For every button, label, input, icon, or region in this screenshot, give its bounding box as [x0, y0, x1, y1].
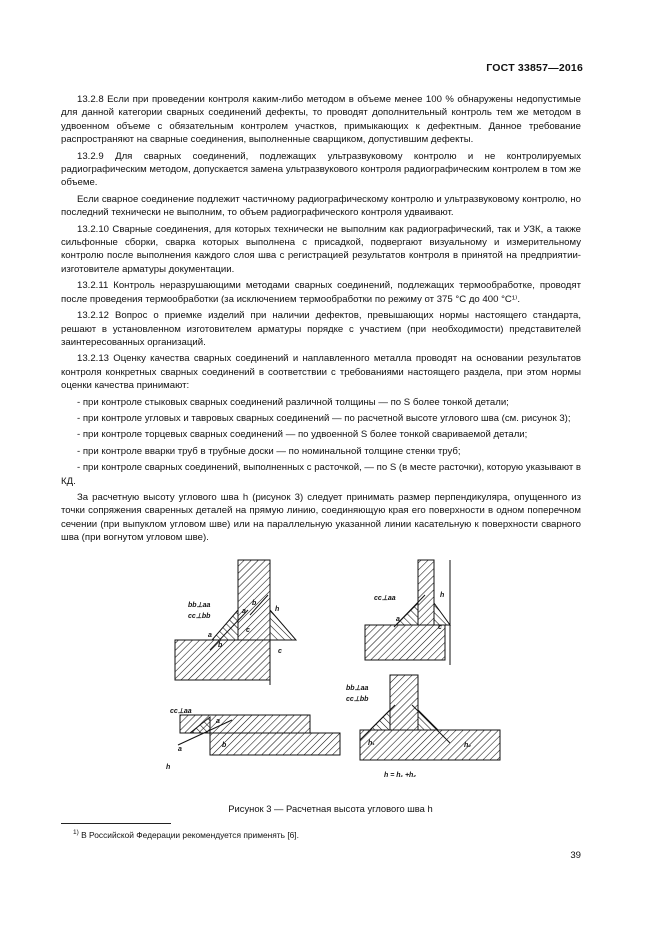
lap-joint [178, 715, 340, 755]
footnote-text: В Российской Федерации рекомендуется применять [6]. [81, 829, 299, 840]
label-cc-aa: cc⊥aa [170, 708, 192, 715]
label-b: b [222, 742, 227, 749]
document-id: ГОСТ 33857—2016 [486, 62, 583, 74]
label-formula: h = h₁ +h₂ [384, 772, 416, 779]
list-item: - при контроле сварных соединений, выполненных с расточкой, — по S (в месте расточки), которую указывают в КД. [61, 462, 581, 487]
label-a: a [208, 632, 212, 639]
label-b: b [252, 600, 257, 607]
tee-joint-convex [175, 560, 296, 685]
label-cc-bb: cc⊥bb [188, 613, 211, 620]
label-a: a [216, 718, 220, 725]
label-h: h [440, 592, 445, 599]
paragraph-13-2-11: 13.2.11 Контроль неразрушающими методами сварных соединений, подлежащих термообработке, проводят после проведения термообработки (за исключением термообработки по режиму от 375 °С до 400 °С¹⁾. [61, 280, 581, 305]
footnote-divider [61, 823, 171, 824]
label-a: a [178, 746, 182, 753]
label-bb-aa: bb⊥aa [188, 602, 211, 609]
paragraph-13-2-12: 13.2.12 Вопрос о приемке изделий при наличии дефектов, превышающих нормы настоящего стандарта, решают в установленном изготовителем арматуры порядке с участием (при необходимости) представителей заинтересованных организаций. [61, 310, 581, 348]
label-h2: h₂ [464, 742, 471, 749]
label-bb-aa: bb⊥aa [346, 685, 369, 692]
list-item: - при контроле угловых и тавровых сварных соединений — по расчетной высоте углового шва (см. рисунок 3); [77, 412, 571, 424]
label-a: a [242, 608, 246, 615]
label-cc-bb: cc⊥bb [346, 696, 369, 703]
label-c: c [246, 627, 250, 634]
footnote-mark: 1) [73, 829, 79, 836]
paragraph-13-2-13: 13.2.13 Оценку качества сварных соединений и наплавленного металла проводят на основании результатов контроля конкретных сварных соединений в соответствии с требованиями настоящего раздела, при этом нормы оценки качества принимают: [61, 353, 581, 392]
paragraph-weld-height: За расчетную высоту углового шва h (рисунок 3) следует принимать размер перпендикуляра, опущенного из точки сопряжения сваренных деталей на прямую линию, соединяющую края его поверхности в одном поперечном сечении (при выпуклом угловом шве) или на параллельную указанной линии касательную к поверхности сварного шва (при вогнутом угловом шве). [61, 491, 581, 544]
figure-3 [150, 555, 510, 795]
body-text [61, 93, 581, 548]
list-item: - при контроле стыковых сварных соединений различной толщины — по S более тонкой детали; [77, 396, 509, 408]
label-c: c [278, 648, 282, 655]
paragraph-13-2-9: 13.2.9 Для сварных соединений, подлежащих ультразвуковому контролю и не контролируемых радиографическим методом, допускается замена ультразвукового контроля радиографическим контролем в том же объеме. [61, 150, 581, 189]
weld-diagram [150, 555, 510, 795]
footnote [73, 829, 299, 840]
tee-joint-penetration [360, 675, 500, 760]
label-h: h [275, 606, 280, 613]
label-h1: h₁ [368, 740, 375, 747]
label-a: a [396, 616, 400, 623]
list-item: - при контроле торцевых сварных соединений — по удвоенной S более тонкой свариваемой детали; [77, 429, 528, 441]
figure-caption: Рисунок 3 — Расчетная высота углового шва h [228, 803, 433, 814]
label-cc-aa: cc⊥aa [374, 595, 396, 602]
label-b: b [218, 642, 223, 649]
label-h: h [166, 764, 171, 771]
paragraph-13-2-10: 13.2.10 Сварные соединения, для которых технически не выполним как радиографический, так и УЗК, а также сильфонные сборки, сварка которых выполнена с присадкой, подвергают визуальному и измерительному контролю после выполнения каждого слоя шва с регистрацией результатов контроля в принятой на предприятии-изготовителе арматуры документации. [61, 223, 581, 275]
paragraph-13-2-8: 13.2.8 Если при проведении контроля каким-либо методом в объеме менее 100 % обнаружены недопустимые для данной категории сварных соединений дефекты, то проводят дополнительный контроль тем же методом в удвоенном объеме с обязательным контролем участков, примыкающих к дефектным. Данное требование распространяют на сварные соединения, выполненные сварщиком, допустившим дефекты. [61, 94, 581, 146]
list-item: - при контроле вварки труб в трубные доски — по номинальной толщине стенки труб; [77, 445, 461, 457]
paragraph-partial-rt: Если сварное соединение подлежит частичному радиографическому контролю и ультразвуковому контролю, но последний технически не выполним, то объем радиографического контроля удваивают. [61, 193, 581, 219]
page-number: 39 [570, 850, 581, 861]
corner-joint [365, 560, 450, 665]
label-c: c [438, 624, 442, 631]
